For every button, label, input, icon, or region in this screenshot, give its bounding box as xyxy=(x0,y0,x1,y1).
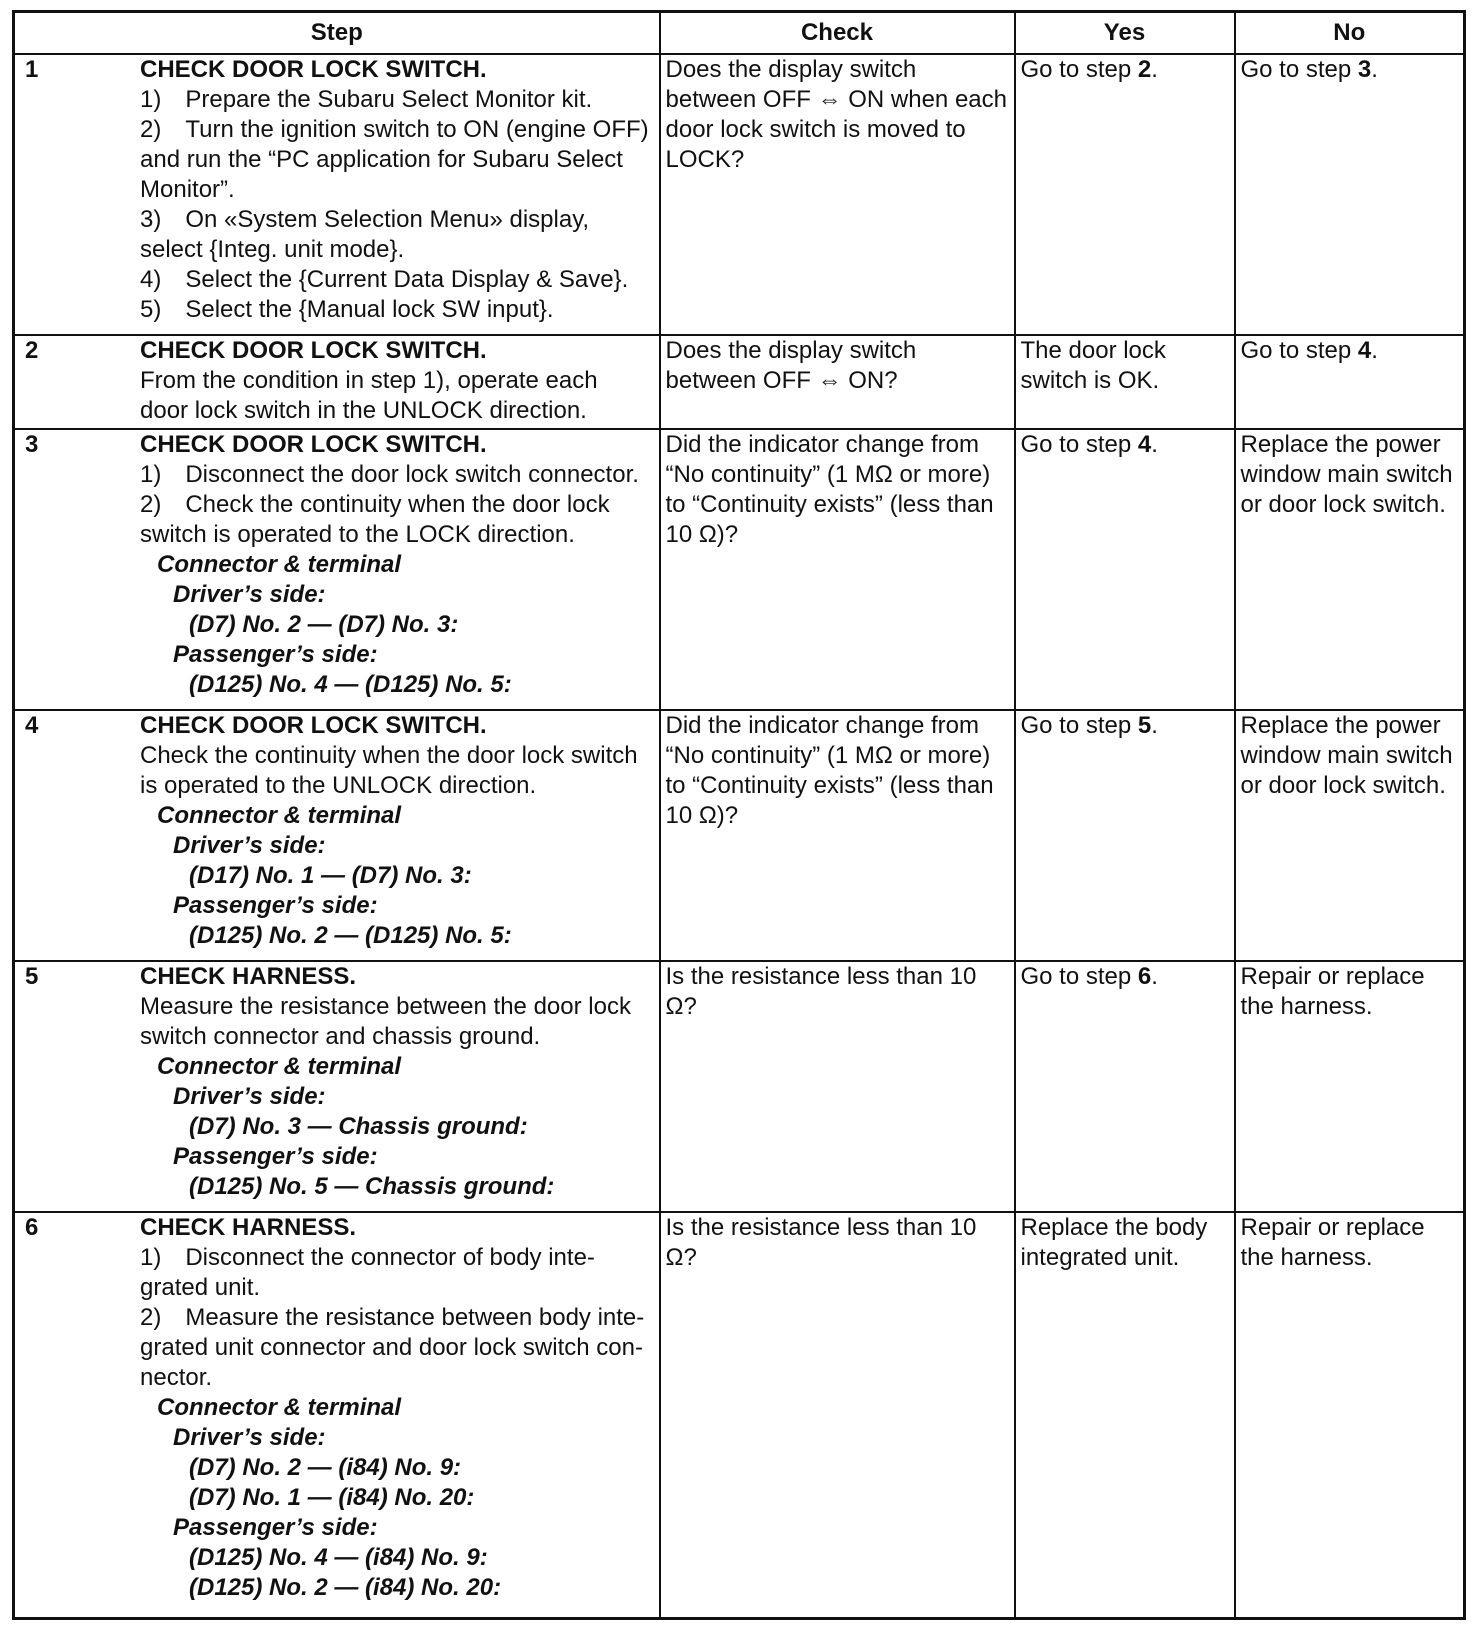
table-row xyxy=(14,54,1465,335)
header-step: Step xyxy=(14,12,660,55)
no-cell xyxy=(1235,335,1465,429)
passenger-terminal: (D125) No. 4 — (i84) No. 9: xyxy=(189,1544,488,1571)
step-body xyxy=(140,430,655,700)
header-yes: Yes xyxy=(1015,12,1235,55)
driver-terminal: (D7) No. 3 — Chassis ground: xyxy=(189,1113,528,1140)
table-row xyxy=(14,1212,1465,1619)
driver-side-label: Driver’s side: xyxy=(173,1083,326,1110)
yes-text: Go to step xyxy=(1020,431,1138,458)
yes-end: . xyxy=(1151,431,1158,458)
step-cell xyxy=(14,710,660,961)
driver-terminal: (D17) No. 1 — (D7) No. 3: xyxy=(189,862,472,889)
connector-terminal-label: Connector & terminal xyxy=(157,1394,402,1421)
yes-text: Go to step xyxy=(1020,963,1138,990)
yes-step-ref: 5 xyxy=(1137,712,1152,739)
step-instruction: Check the continuity when the door lock switch is operated to the UNLOCK direction. xyxy=(140,742,638,799)
driver-side-label: Driver’s side: xyxy=(173,832,326,859)
step-title: CHECK DOOR LOCK SWITCH. xyxy=(140,56,487,83)
check-cell: Did the indicator change from “No continuity” (1 MΩ or more) to “Continuity exists” (less than 10 Ω)? xyxy=(660,710,1015,961)
step-number: 5 xyxy=(25,963,39,990)
step-body xyxy=(140,711,655,951)
yes-text: Go to step xyxy=(1020,56,1138,83)
step-body xyxy=(140,55,655,325)
table-header xyxy=(14,12,1465,55)
yes-end: . xyxy=(1151,712,1158,739)
yes-step-ref: 4 xyxy=(1137,431,1152,458)
yes-cell xyxy=(1015,54,1235,335)
header-no: No xyxy=(1235,12,1465,55)
no-end: . xyxy=(1371,337,1378,364)
passenger-side-label: Passenger’s side: xyxy=(173,1514,378,1541)
step-instruction: 5) Select the {Manual lock SW input}. xyxy=(140,296,554,323)
step-cell xyxy=(14,1212,660,1619)
step-body xyxy=(140,336,655,426)
header-row xyxy=(14,12,1465,55)
check-cell: Did the indicator change from “No continuity” (1 MΩ or more) to “Continuity exists” (less than 10 Ω)? xyxy=(660,429,1015,710)
no-cell: Replace the power window main switch or door lock switch. xyxy=(1235,710,1465,961)
driver-terminal: (D7) No. 2 — (i84) No. 9: xyxy=(189,1454,462,1481)
passenger-side-label: Passenger’s side: xyxy=(173,641,378,668)
step-number: 6 xyxy=(25,1214,39,1241)
step-number: 4 xyxy=(25,712,39,739)
document-page xyxy=(12,10,1463,1620)
connector-terminal-label: Connector & terminal xyxy=(157,551,402,578)
yes-step-ref: 6 xyxy=(1137,963,1152,990)
connector-terminal-label: Connector & terminal xyxy=(157,1053,402,1080)
yes-end: . xyxy=(1151,56,1158,83)
passenger-side-label: Passenger’s side: xyxy=(173,892,378,919)
yes-cell xyxy=(1015,710,1235,961)
step-cell xyxy=(14,335,660,429)
diagnostic-table xyxy=(12,10,1466,1620)
step-body xyxy=(140,1213,655,1603)
step-body xyxy=(140,962,655,1202)
yes-step-ref: 2 xyxy=(1137,56,1152,83)
step-instruction: 4) Select the {Current Data Display & Save}. xyxy=(140,266,629,293)
step-title: CHECK HARNESS. xyxy=(140,963,357,990)
check-cell: Is the resistance less than 10 Ω? xyxy=(660,1212,1015,1619)
passenger-terminal: (D125) No. 5 — Chassis ground: xyxy=(189,1173,555,1200)
no-cell xyxy=(1235,54,1465,335)
driver-side-label: Driver’s side: xyxy=(173,581,326,608)
check-cell: Is the resistance less than 10 Ω? xyxy=(660,961,1015,1212)
yes-cell xyxy=(1015,961,1235,1212)
yes-cell: Replace the body integrated unit. xyxy=(1015,1212,1235,1619)
no-text: Go to step xyxy=(1240,56,1358,83)
no-text: Go to step xyxy=(1240,337,1358,364)
step-instruction: Measure the resistance between the door lock switch connector and chassis ground. xyxy=(140,993,631,1050)
step-instruction: 2) Turn the ignition switch to ON (engine OFF) and run the “PC application for Subaru Select Monitor”. xyxy=(140,116,649,203)
step-instruction: 1) Disconnect the door lock switch connector. xyxy=(140,461,639,488)
table-row xyxy=(14,429,1465,710)
step-cell xyxy=(14,54,660,335)
step-title: CHECK DOOR LOCK SWITCH. xyxy=(140,431,487,458)
step-number: 1 xyxy=(25,56,39,83)
step-title: CHECK DOOR LOCK SWITCH. xyxy=(140,337,487,364)
step-number: 3 xyxy=(25,431,39,458)
step-instruction: 2) Check the continuity when the door lock switch is operated to the LOCK direction. xyxy=(140,491,610,548)
step-cell xyxy=(14,429,660,710)
passenger-terminal: (D125) No. 2 — (D125) No. 5: xyxy=(189,922,512,949)
driver-terminal: (D7) No. 1 — (i84) No. 20: xyxy=(189,1484,475,1511)
step-cell xyxy=(14,961,660,1212)
table-row xyxy=(14,335,1465,429)
step-instruction: 1) Disconnect the connector of body inte- grated unit. xyxy=(140,1244,595,1301)
check-cell: Does the display switch between OFF ⇔ ON? xyxy=(660,335,1015,429)
no-cell: Repair or replace the harness. xyxy=(1235,961,1465,1212)
no-step-ref: 4 xyxy=(1357,337,1372,364)
passenger-terminal: (D125) No. 4 — (D125) No. 5: xyxy=(189,671,512,698)
table-row xyxy=(14,710,1465,961)
step-title: CHECK HARNESS. xyxy=(140,1214,357,1241)
driver-side-label: Driver’s side: xyxy=(173,1424,326,1451)
header-check: Check xyxy=(660,12,1015,55)
step-number: 2 xyxy=(25,337,39,364)
passenger-side-label: Passenger’s side: xyxy=(173,1143,378,1170)
yes-text: Go to step xyxy=(1020,712,1138,739)
step-instruction: 2) Measure the resistance between body inte- grated unit connector and door lock switch con- nector. xyxy=(140,1304,645,1391)
passenger-terminal: (D125) No. 2 — (i84) No. 20: xyxy=(189,1574,502,1601)
no-end: . xyxy=(1371,56,1378,83)
step-instruction: 1) Prepare the Subaru Select Monitor kit. xyxy=(140,86,593,113)
step-instruction: From the condition in step 1), operate each door lock switch in the UNLOCK direction. xyxy=(140,367,598,424)
check-cell: Does the display switch between OFF ⇔ ON when each door lock switch is moved to LOCK? xyxy=(660,54,1015,335)
no-cell: Repair or replace the harness. xyxy=(1235,1212,1465,1619)
yes-cell xyxy=(1015,429,1235,710)
connector-terminal-label: Connector & terminal xyxy=(157,802,402,829)
no-step-ref: 3 xyxy=(1357,56,1372,83)
yes-cell: The door lock switch is OK. xyxy=(1015,335,1235,429)
driver-terminal: (D7) No. 2 — (D7) No. 3: xyxy=(189,611,459,638)
yes-end: . xyxy=(1151,963,1158,990)
table-row xyxy=(14,961,1465,1212)
no-cell: Replace the power window main switch or door lock switch. xyxy=(1235,429,1465,710)
step-instruction: 3) On «System Selection Menu» display, select {Integ. unit mode}. xyxy=(140,206,590,263)
step-title: CHECK DOOR LOCK SWITCH. xyxy=(140,712,487,739)
